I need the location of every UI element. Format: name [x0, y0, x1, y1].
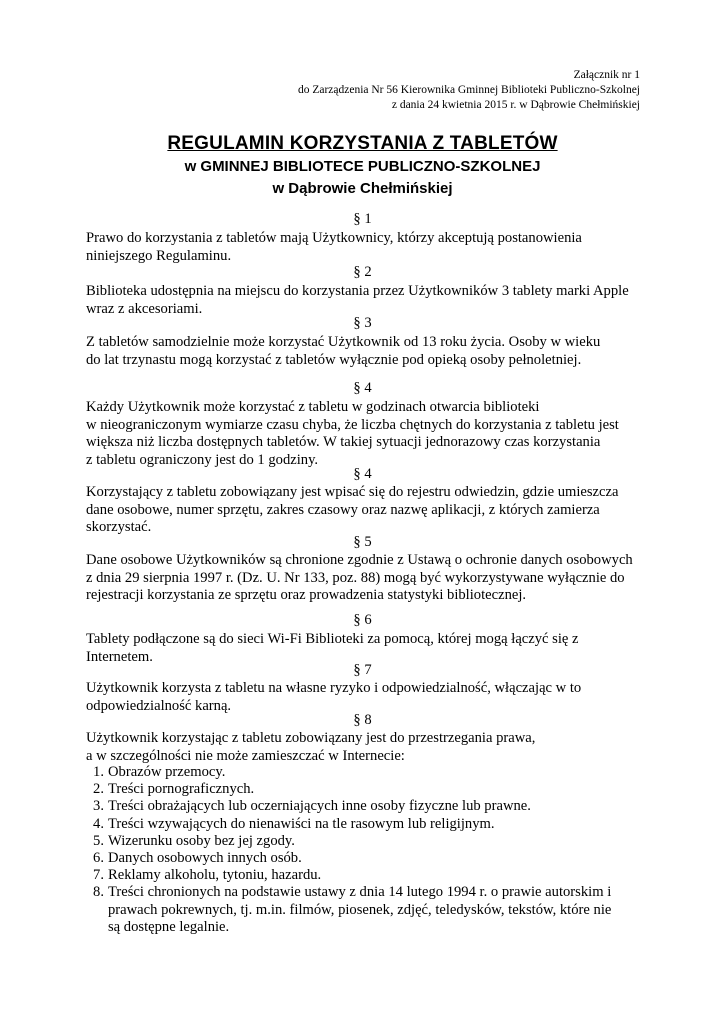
- section-text: [86, 680, 646, 715]
- list-item: [86, 850, 611, 867]
- list-item-text: Treści chronionych na podstawie ustawy z dnia 14 lutego 1994 r. o prawie autorskim i: [108, 884, 612, 901]
- list-number: 4.: [93, 815, 104, 832]
- text-line: Internetem.: [86, 648, 153, 665]
- list-number: 2.: [93, 781, 104, 798]
- attachment-ordinance: do Zarządzenia Nr 56 Kierownika Gminnej Biblioteki Publiczno-Szkolnej: [297, 84, 640, 96]
- text-line: niniejszego Regulaminu.: [86, 247, 232, 264]
- section-heading: § 4: [353, 466, 372, 482]
- list-item: [86, 798, 611, 815]
- section-heading: § 2: [353, 264, 372, 280]
- list-number: 5.: [93, 832, 104, 849]
- attachment-date: z dania 24 kwietnia 2015 r. w Dąbrowie Chełmińskiej: [391, 99, 640, 111]
- list-item-text: Treści wzywających do nienawiści na tle rasowym lub religijnym.: [108, 815, 495, 832]
- list-item: [86, 816, 611, 833]
- list-item-text: Reklamy alkoholu, tytoniu, hazardu.: [108, 867, 322, 884]
- list-number: 7.: [93, 867, 104, 884]
- section-text: [86, 230, 646, 265]
- text-line: Tablety podłączone są do sieci Wi-Fi Biblioteki za pomocą, której mogą łączyć się z: [86, 631, 579, 647]
- list-number: 1.: [93, 764, 104, 780]
- list-item-text: są dostępne legalnie.: [108, 918, 230, 935]
- list-number: 6.: [93, 850, 104, 867]
- attachment-note: [298, 68, 640, 113]
- list-item: [86, 833, 611, 850]
- text-line: Z tabletów samodzielnie może korzystać Użytkownik od 13 roku życia. Osoby w wieku: [86, 334, 601, 350]
- text-line: odpowiedzialność karną.: [86, 697, 232, 714]
- list-item-text: Treści pornograficznych.: [108, 781, 255, 798]
- text-line: Korzystający z tabletu zobowiązany jest wpisać się do rejestru odwiedzin, gdzie umieszcza: [86, 484, 619, 500]
- section-text: [86, 631, 646, 666]
- section-heading: § 1: [353, 211, 372, 227]
- section-heading: § 3: [353, 315, 372, 331]
- list-item-text: Treści obrażających lub oczerniających inne osoby fizyczne lub prawne.: [108, 798, 531, 815]
- text-line: większa niż liczba dostępnych tabletów. W takiej sytuacji jednorazowy czas korzystania: [86, 434, 601, 450]
- prohibited-content-list: [86, 764, 611, 936]
- list-item: [86, 884, 611, 936]
- text-line: Użytkownik korzystając z tabletu zobowiązany jest do przestrzegania prawa,: [86, 730, 536, 746]
- list-item-text: Wizerunku osoby bez jej zgody.: [108, 832, 295, 849]
- list-number: 3.: [93, 798, 104, 815]
- text-line: dane osobowe, numer sprzętu, zakres czasowy oraz nazwę aplikacji, z których zamierza: [86, 501, 600, 518]
- section-heading: § 4: [353, 380, 372, 396]
- list-item-text: Obrazów przemocy.: [108, 764, 226, 780]
- text-line: do lat trzynastu mogą korzystać z tabletów wyłącznie pod opieką osoby pełnoletniej.: [86, 351, 582, 368]
- text-line: rejestracji korzystania ze sprzętu oraz prowadzenia statystyki bibliotecznej.: [86, 587, 527, 603]
- section-heading: § 8: [353, 712, 372, 728]
- text-line: wraz z akcesoriami.: [86, 300, 203, 317]
- text-line: Prawo do korzystania z tabletów mają Użytkownicy, którzy akceptują postanowienia: [86, 230, 582, 246]
- section-heading: § 7: [353, 662, 372, 678]
- list-item: [86, 867, 611, 884]
- text-line: z dnia 29 sierpnia 1997 r. (Dz. U. Nr 133, poz. 88) mogą być wykorzystywane wyłącznie do: [86, 569, 625, 586]
- document-title: [0, 132, 725, 200]
- list-item: [86, 781, 611, 798]
- title-location: w Dąbrowie Chełmińskiej: [272, 180, 453, 197]
- section-heading: § 6: [353, 612, 372, 628]
- section-text: [86, 334, 646, 369]
- list-number: 8.: [93, 884, 104, 901]
- text-line: w nieograniczonym wymiarze czasu chyba, że liczba chętnych do korzystania z tabletu jest: [86, 416, 619, 433]
- text-line: a w szczególności nie może zamieszczać w Internecie:: [86, 747, 405, 764]
- text-line: Dane osobowe Użytkowników są chronione zgodnie z Ustawą o ochronie danych osobowych: [86, 552, 633, 568]
- section-text: [86, 399, 646, 469]
- text-line: Użytkownik korzysta z tabletu na własne ryzyko i odpowiedzialność, włączając w to: [86, 680, 582, 696]
- section-text: [86, 552, 646, 605]
- text-line: skorzystać.: [86, 519, 152, 535]
- text-line: Biblioteka udostępnia na miejscu do korzystania przez Użytkowników 3 tablety marki Apple: [86, 283, 629, 299]
- section-text: [86, 484, 646, 537]
- section-text: [86, 730, 646, 765]
- list-item: [86, 764, 611, 781]
- section-heading: § 5: [353, 534, 372, 550]
- text-line: Każdy Użytkownik może korzystać z tabletu w godzinach otwarcia biblioteki: [86, 399, 540, 415]
- list-item-text: Danych osobowych innych osób.: [108, 850, 302, 867]
- section-text: [86, 283, 646, 318]
- text-line: z tabletu ograniczony jest do 1 godziny.: [86, 451, 319, 468]
- title-main: REGULAMIN KORZYSTANIA Z TABLETÓW: [167, 133, 558, 154]
- attachment-number: Załącznik nr 1: [573, 69, 640, 81]
- title-institution: w GMINNEJ BIBLIOTECE PUBLICZNO-SZKOLNEJ: [184, 158, 541, 175]
- list-item-text: prawach pokrewnych, tj. m.in. filmów, piosenek, zdjęć, teledysków, tekstów, które nie: [108, 901, 612, 918]
